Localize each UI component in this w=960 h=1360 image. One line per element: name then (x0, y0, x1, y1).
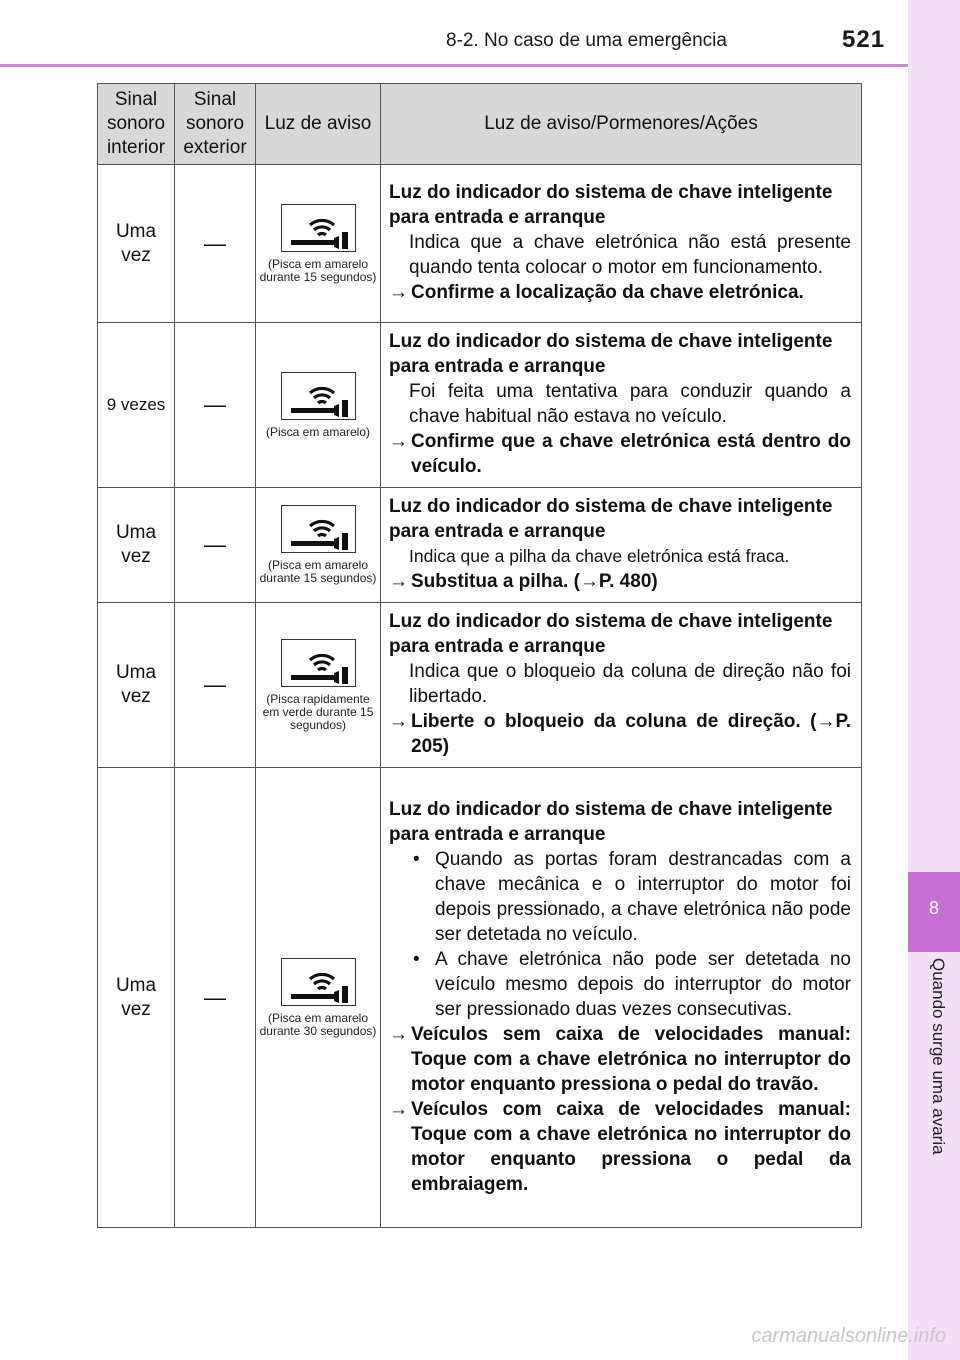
arrow-icon: → (389, 282, 408, 303)
arrow-icon: → (389, 1023, 408, 1045)
table-row (98, 165, 862, 323)
smart-key-warning-icon (281, 958, 356, 1006)
page-number: 521 (842, 26, 886, 53)
action-text: Confirme que a chave eletrónica está dentro do veículo. (411, 431, 851, 477)
action-text: Substitua a pilha. (→P. 480) (411, 571, 658, 592)
interior-buzzer-cell: Uma vez (98, 165, 175, 323)
details-cell (381, 165, 862, 323)
exterior-buzzer-cell: — (175, 488, 256, 603)
blink-note: (Pisca em amarelo durante 15 segundos) (259, 256, 377, 284)
indicator-title: Luz do indicador do sistema de chave inteligente para entrada e arranque (389, 611, 833, 657)
details-cell (381, 488, 862, 603)
indicator-detail: Indica que a chave eletrónica não está presente quando tenta colocar o motor em funcionamento. (409, 232, 851, 278)
indicator-title: Luz do indicador do sistema de chave inteligente para entrada e arranque (389, 182, 833, 228)
exterior-buzzer-cell: — (175, 603, 256, 768)
table-row (98, 323, 862, 488)
header-rule (0, 64, 908, 67)
table-row (98, 768, 862, 1228)
table-row (98, 603, 862, 768)
arrow-icon: → (389, 571, 408, 592)
column-header-exterior-buzzer: Sinal sonoro exterior (175, 84, 256, 165)
exterior-buzzer-cell: — (175, 768, 256, 1228)
bullet-text: Quando as portas foram destrancadas com a chave mecânica e o interruptor do motor foi depois pressionado, a chave eletrónica não pode ser detetada no veículo. (435, 848, 851, 945)
chapter-title: Quando surge uma avaria (929, 958, 948, 1155)
warning-light-cell (256, 323, 381, 488)
action (389, 1097, 851, 1197)
bullet-text: A chave eletrónica não pode ser detetada no veículo mesmo depois do interruptor do motor ser pressionado duas vezes consecutivas. (435, 948, 851, 1020)
arrow-icon: → (389, 711, 408, 732)
blink-note: (Pisca em amarelo durante 15 segundos) (259, 558, 377, 585)
details-cell (381, 603, 862, 768)
column-header-details: Luz de aviso/Pormenores/Ações (381, 84, 862, 165)
indicator-title: Luz do indicador do sistema de chave inteligente para entrada e arranque (389, 798, 833, 845)
bullet-icon: • (413, 948, 420, 970)
action (389, 1022, 851, 1097)
warning-light-cell (256, 768, 381, 1228)
bullet-item (389, 947, 851, 1022)
action (389, 709, 851, 759)
details-cell (381, 323, 862, 488)
section-title: 8-2. No caso de uma emergência (446, 30, 727, 51)
blink-note: (Pisca rapidamente em verde durante 15 segundos) (262, 691, 374, 732)
indicator-detail: Indica que o bloqueio da coluna de direção não foi libertado. (409, 661, 851, 707)
indicator-detail: Foi feita uma tentativa para conduzir quando a chave habitual não estava no veículo. (409, 381, 851, 427)
blink-note: (Pisca em amarelo durante 30 segundos) (259, 1010, 377, 1038)
warning-light-cell (256, 488, 381, 603)
warning-light-cell (256, 603, 381, 768)
arrow-icon: → (389, 1098, 408, 1120)
interior-buzzer-cell: Uma vez (98, 603, 175, 768)
smart-key-warning-icon (281, 372, 356, 420)
action (389, 569, 851, 594)
column-header-warning-light: Luz de aviso (256, 84, 381, 165)
warning-table (97, 83, 862, 1228)
action (389, 280, 851, 305)
details-cell (381, 768, 862, 1228)
action-text: Confirme a localização da chave eletrónica. (411, 282, 804, 303)
smart-key-warning-icon (281, 639, 356, 687)
watermark: carmanualsonline.info (751, 1325, 946, 1347)
action (389, 429, 851, 479)
exterior-buzzer-cell: — (175, 165, 256, 323)
exterior-buzzer-cell: — (175, 323, 256, 488)
indicator-detail: Indica que a pilha da chave eletrónica está fraca. (409, 546, 790, 566)
warning-light-cell (256, 165, 381, 323)
action-text: Liberte o bloqueio da coluna de direção. (→P. 205) (411, 711, 851, 757)
smart-key-warning-icon (281, 505, 356, 553)
action-text: Veículos com caixa de velocidades manual: Toque com a chave eletrónica no interruptor do motor enquanto pressiona o pedal da embraiagem. (411, 1098, 851, 1195)
column-header-interior-buzzer: Sinal sonoro interior (98, 84, 175, 165)
interior-buzzer-cell: Uma vez (98, 488, 175, 603)
interior-buzzer-cell: Uma vez (98, 768, 175, 1228)
chapter-number-tab[interactable]: 8 (908, 872, 960, 952)
table-header-row (98, 84, 862, 165)
indicator-title: Luz do indicador do sistema de chave inteligente para entrada e arranque (389, 331, 833, 377)
bullet-item (389, 847, 851, 947)
indicator-title: Luz do indicador do sistema de chave inteligente para entrada e arranque (389, 496, 833, 542)
blink-note: (Pisca em amarelo) (265, 424, 371, 439)
table-row (98, 488, 862, 603)
smart-key-warning-icon (281, 204, 356, 252)
action-text: Veículos sem caixa de velocidades manual: Toque com a chave eletrónica no interruptor do motor enquanto pressiona o pedal do travão. (411, 1023, 851, 1095)
arrow-icon: → (389, 431, 408, 452)
bullet-icon: • (413, 848, 420, 870)
interior-buzzer-cell: 9 vezes (98, 323, 175, 488)
